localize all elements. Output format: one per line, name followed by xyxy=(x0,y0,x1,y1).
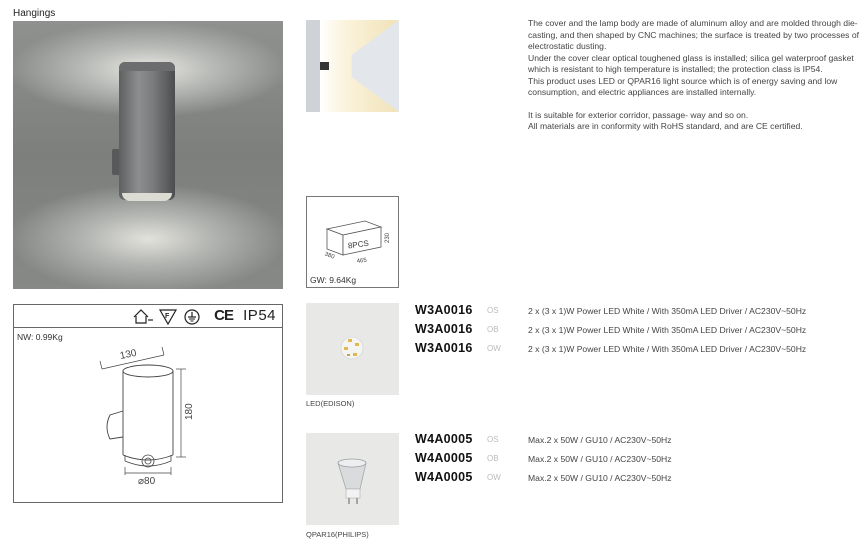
depth-dimension: 130 xyxy=(118,347,138,362)
product-variant: OB xyxy=(487,325,499,334)
qpar-lamp-photo xyxy=(306,433,399,525)
product-variant: OW xyxy=(487,344,501,353)
description-paragraph: Under the cover clear optical toughened glass is installed; silica gel waterproof gasket which is resistant to high temperature is installed; the protection class is IP54. xyxy=(528,52,854,74)
ip-rating: IP54 xyxy=(243,307,276,324)
height-dimension: 180 xyxy=(184,403,195,420)
product-code: W3A0016 xyxy=(415,322,473,336)
product-spec: 2 x (3 x 1)W Power LED White / With 350mA LED Driver / AC230V~50Hz xyxy=(528,306,807,316)
description-paragraph: This product uses LED or QPAR16 light source which is of energy saving and low consumption, and electric appliances are installed internally. xyxy=(528,75,838,97)
product-code: W4A0005 xyxy=(415,470,473,484)
beam-diagram xyxy=(306,20,399,112)
net-weight: NW: 0.99Kg xyxy=(17,332,63,342)
packing-info xyxy=(306,196,399,288)
description-paragraph: All materials are in conformity with RoHS standard, and are CE certified. xyxy=(528,121,803,131)
wall-surface xyxy=(306,20,320,112)
svg-text:F: F xyxy=(165,313,170,320)
led-module-icon xyxy=(306,303,399,395)
dimension-drawing xyxy=(14,305,282,502)
bulb-icon xyxy=(306,433,399,525)
product-description xyxy=(528,18,864,133)
fixture-silhouette xyxy=(320,62,329,70)
product-variant: OB xyxy=(487,454,499,463)
diameter-dimension: ⌀80 xyxy=(138,476,156,487)
product-code: W3A0016 xyxy=(415,303,473,317)
light-beam xyxy=(320,20,399,112)
packing-width: 380 xyxy=(323,251,336,261)
description-paragraph: It is suitable for exterior corridor, passage- way and so on. xyxy=(528,109,749,120)
product-code: W4A0005 xyxy=(415,432,473,446)
description-paragraph: The cover and the lamp body are made of aluminum alloy and are molded through die-casting, and then shaped by CNC machines; the surface is treated by two processes of electrostatic dusting. xyxy=(528,18,860,51)
section-title: Hangings xyxy=(13,8,56,19)
product-photo xyxy=(13,21,283,289)
led-caption: LED(EDISON) xyxy=(306,399,355,408)
lamp-lens xyxy=(122,193,172,201)
product-variant: OW xyxy=(487,473,501,482)
packing-height: 230 xyxy=(385,232,391,243)
ce-mark-icon: CE xyxy=(214,307,233,324)
gross-weight: GW: 9.64Kg xyxy=(310,275,357,285)
led-module-photo xyxy=(306,303,399,395)
product-spec: 2 x (3 x 1)W Power LED White / With 350mA LED Driver / AC230V~50Hz xyxy=(528,344,807,354)
product-spec: Max.2 x 50W / GU10 / AC230V~50Hz xyxy=(528,473,672,483)
qpar-caption: QPAR16(PHILIPS) xyxy=(306,530,369,539)
lamp-body xyxy=(119,62,175,200)
product-variant: OS xyxy=(487,435,499,444)
packing-quantity: 8PCS xyxy=(347,238,370,251)
product-spec: Max.2 x 50W / GU10 / AC230V~50Hz xyxy=(528,454,672,464)
lamp-top-cap xyxy=(119,62,175,71)
packing-box-icon xyxy=(307,197,400,277)
technical-drawing xyxy=(13,304,283,503)
product-spec: Max.2 x 50W / GU10 / AC230V~50Hz xyxy=(528,435,672,445)
product-code: W3A0016 xyxy=(415,341,473,355)
packing-length: 465 xyxy=(356,257,368,265)
product-code: W4A0005 xyxy=(415,451,473,465)
product-variant: OS xyxy=(487,306,499,315)
product-spec: 2 x (3 x 1)W Power LED White / With 350mA LED Driver / AC230V~50Hz xyxy=(528,325,807,335)
